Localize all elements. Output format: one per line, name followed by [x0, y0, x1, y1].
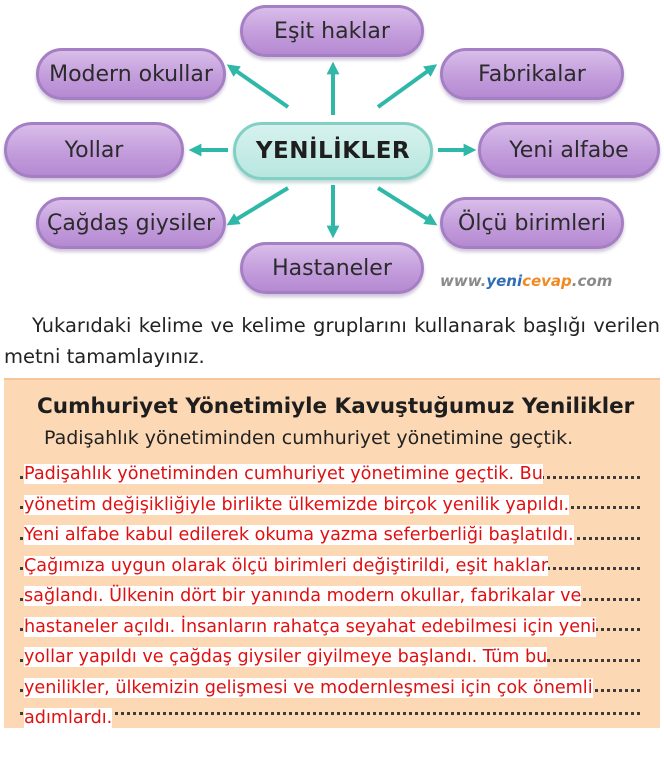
answer-line: hastaneler açıldı. İnsanların rahatça seyahat edebilmesi için yeni: [24, 616, 597, 637]
answer-line: sağlandı. Ülkenin dört bir yanında modern okullar, fabrikalar ve: [24, 586, 582, 606]
pill-fabrikalar: Fabrikalar: [440, 48, 624, 100]
pill-olcu-birimleri: Ölçü birimleri: [440, 197, 624, 249]
answer-line: adımlardı.: [24, 708, 113, 728]
pill-hastaneler: Hastaneler: [240, 242, 424, 294]
arrow-down-left: [232, 188, 288, 222]
watermark-suffix: .com: [571, 272, 613, 290]
answer-line: Yeni alfabe kabul edilerek okuma yazma seferberliği başlatıldı.: [24, 525, 574, 545]
answer-line: Çağımıza uygun olarak ölçü birimleri değiştirildi, eşit haklar: [24, 555, 549, 576]
answer-line: yönetim değişikliğiyle birlikte ülkemizde birçok yenilik yapıldı.: [24, 494, 570, 515]
watermark-cevap: cevap: [522, 272, 572, 290]
answer-line: yenilikler, ülkemizin gelişmesi ve modernleşmesi için çok önemli: [24, 677, 593, 698]
pill-modern-okullar: Modern okullar: [36, 48, 226, 100]
watermark: [440, 272, 612, 290]
arrow-up-right: [378, 68, 432, 107]
pill-esit-haklar: Eşit haklar: [240, 5, 424, 57]
pill-cagdas-giysiler: Çağdaş giysiler: [36, 197, 226, 249]
pill-yollar: Yollar: [4, 122, 184, 178]
pill-yeni-alfabe: Yeni alfabe: [478, 122, 660, 178]
watermark-yeni: yeni: [486, 272, 523, 290]
panel-first-line: Padişahlık yönetiminden cumhuriyet yönetimine geçtik.: [44, 427, 574, 449]
arrow-up-left: [232, 68, 288, 107]
center-pill-yenilikler: YENİLİKLER: [233, 122, 433, 180]
answer-line: yollar yapıldı ve çağdaş giysiler giyilmeye başlandı. Tüm bu: [24, 647, 548, 667]
instruction-text: Yukarıdaki kelime ve kelime gruplarını kullanarak başlığı verilen metni tamamlayınız.: [4, 314, 660, 368]
panel-title: Cumhuriyet Yönetimiyle Kavuştuğumuz Yenilikler: [37, 394, 635, 419]
answer-line: Padişahlık yönetiminden cumhuriyet yönetimine geçtik. Bu: [24, 464, 543, 484]
watermark-prefix: www.: [440, 272, 487, 290]
arrow-down-right: [378, 188, 432, 222]
handwritten-answer: [24, 459, 648, 734]
